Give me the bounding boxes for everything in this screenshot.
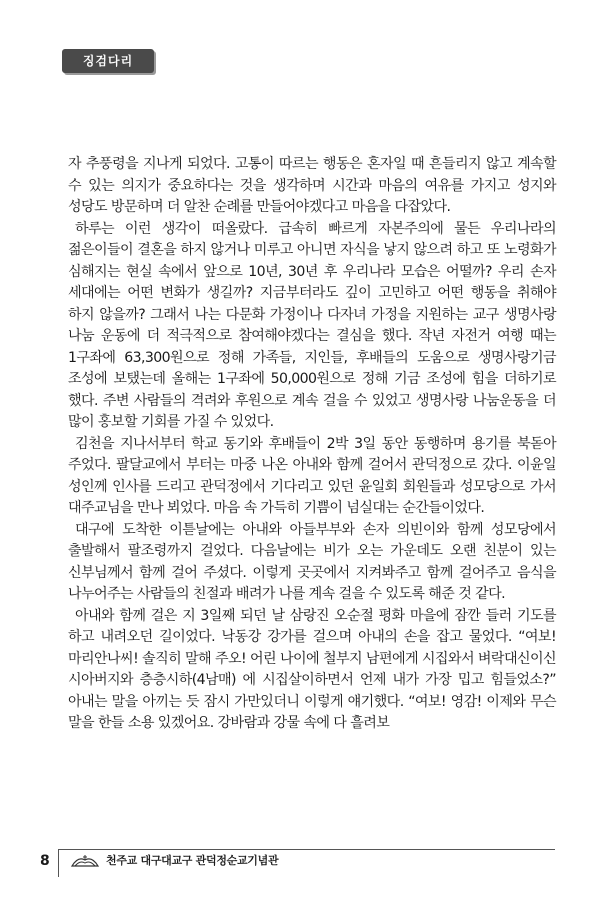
paragraph: 아내와 함께 걸은 지 3일째 되던 날 삼랑진 오순절 평화 마을에 잠깐 들러 기도를 하고 내려오던 길이었다. 낙동강 강가를 걸으며 아내의 손을 잡고 물었다. “여보! 마리안나씨! 솔직히 말해 주오! 어린 나이에 철부지 남편에게 시집와서 벼락대신이신 시아버지와 층층시하(4남매) 에 시집살이하면서 언제 내가 가장 밉고 힘들었소?” 아내는 말을 아끼는 듯 잠시 가만있더니 이렇게 얘기했다. “여보! 영감! 이제와 무슨 말을 한들 소용 있겠어요. 강바람과 강물 속에 다 흘려보 [68, 607, 556, 731]
publication-title: 천주교 대구대교구 관덕정순교기념관 [106, 854, 279, 867]
section-tag: 징검다리 [62, 49, 154, 73]
paragraph: 자 추풍령을 지나게 되었다. 고통이 따르는 행동은 혼자일 때 흔들리지 않고 계속할 수 있는 의지가 중요하다는 것을 생각하며 시간과 마음의 여유를 가지고 성지와 성당도 방문하며 더 알찬 순례를 만들어야겠다고 마음을 다잡았다. [68, 156, 556, 215]
body-text [68, 154, 556, 735]
diocese-logo-icon [70, 854, 100, 868]
paragraph: 하루는 이런 생각이 떠올랐다. 급속히 빠르게 자본주의에 물든 우리나라의 젊은이들이 결혼을 하지 않거나 미루고 아니면 자식을 낳지 않으려 하고 또 노령화가 심해지는 현실 속에서 앞으로 10년, 30년 후 우리나라 모습은 어떨까? 우리 손자 세대에는 어떤 변화가 생길까? 지금부터라도 깊이 고민하고 어떤 행동을 취해야 하지 않을까? 그래서 나는 다문화 가정이나 다자녀 가정을 지원하는 교구 생명사랑 나눔 운동에 더 적극적으로 참여해야겠다는 결심을 했다. 작년 자전거 여행 때는 1구좌에 63,300원으로 정해 가족들, 지인들, 후배들의 도움으로 생명사랑기금 조성에 보탰는데 올해는 1구좌에 50,000원으로 정해 기금 조성에 힘을 더하기로 했다. 주변 사람들의 격려와 후원으로 계속 걸을 수 있었고 생명사랑 나눔운동을 더 많이 홍보할 기회를 가질 수 있었다. [68, 220, 556, 430]
paragraph: 대구에 도착한 이튿날에는 아내와 아들부부와 손자 의빈이와 함께 성모당에서 출발해서 팔조령까지 걸었다. 다음날에는 비가 오는 가운데도 오랜 친분이 있는 신부님께서 함께 걸어 주셨다. 이렇게 곳곳에서 지켜봐주고 함께 걸어주고 음식을 나누어주는 사람들의 친절과 배려가 나를 계속 걸을 수 있도록 해준 것 같다. [68, 521, 556, 602]
footer-rule [58, 849, 555, 850]
page-number: 8 [40, 853, 50, 869]
footer-divider [58, 849, 59, 877]
paragraph: 김천을 지나서부터 학교 동기와 후배들이 2박 3일 동안 동행하며 용기를 북돋아 주었다. 팔달교에서 부터는 마중 나온 아내와 함께 걸어서 관덕정으로 갔다. 이윤일 성인께 인사를 드리고 관덕정에서 기다리고 있던 윤일회 회원들과 성모당으로 가서 대주교님을 만나 뵈었다. 마음 속 가득히 기쁨이 넘실대는 순간들이었다. [68, 435, 556, 516]
